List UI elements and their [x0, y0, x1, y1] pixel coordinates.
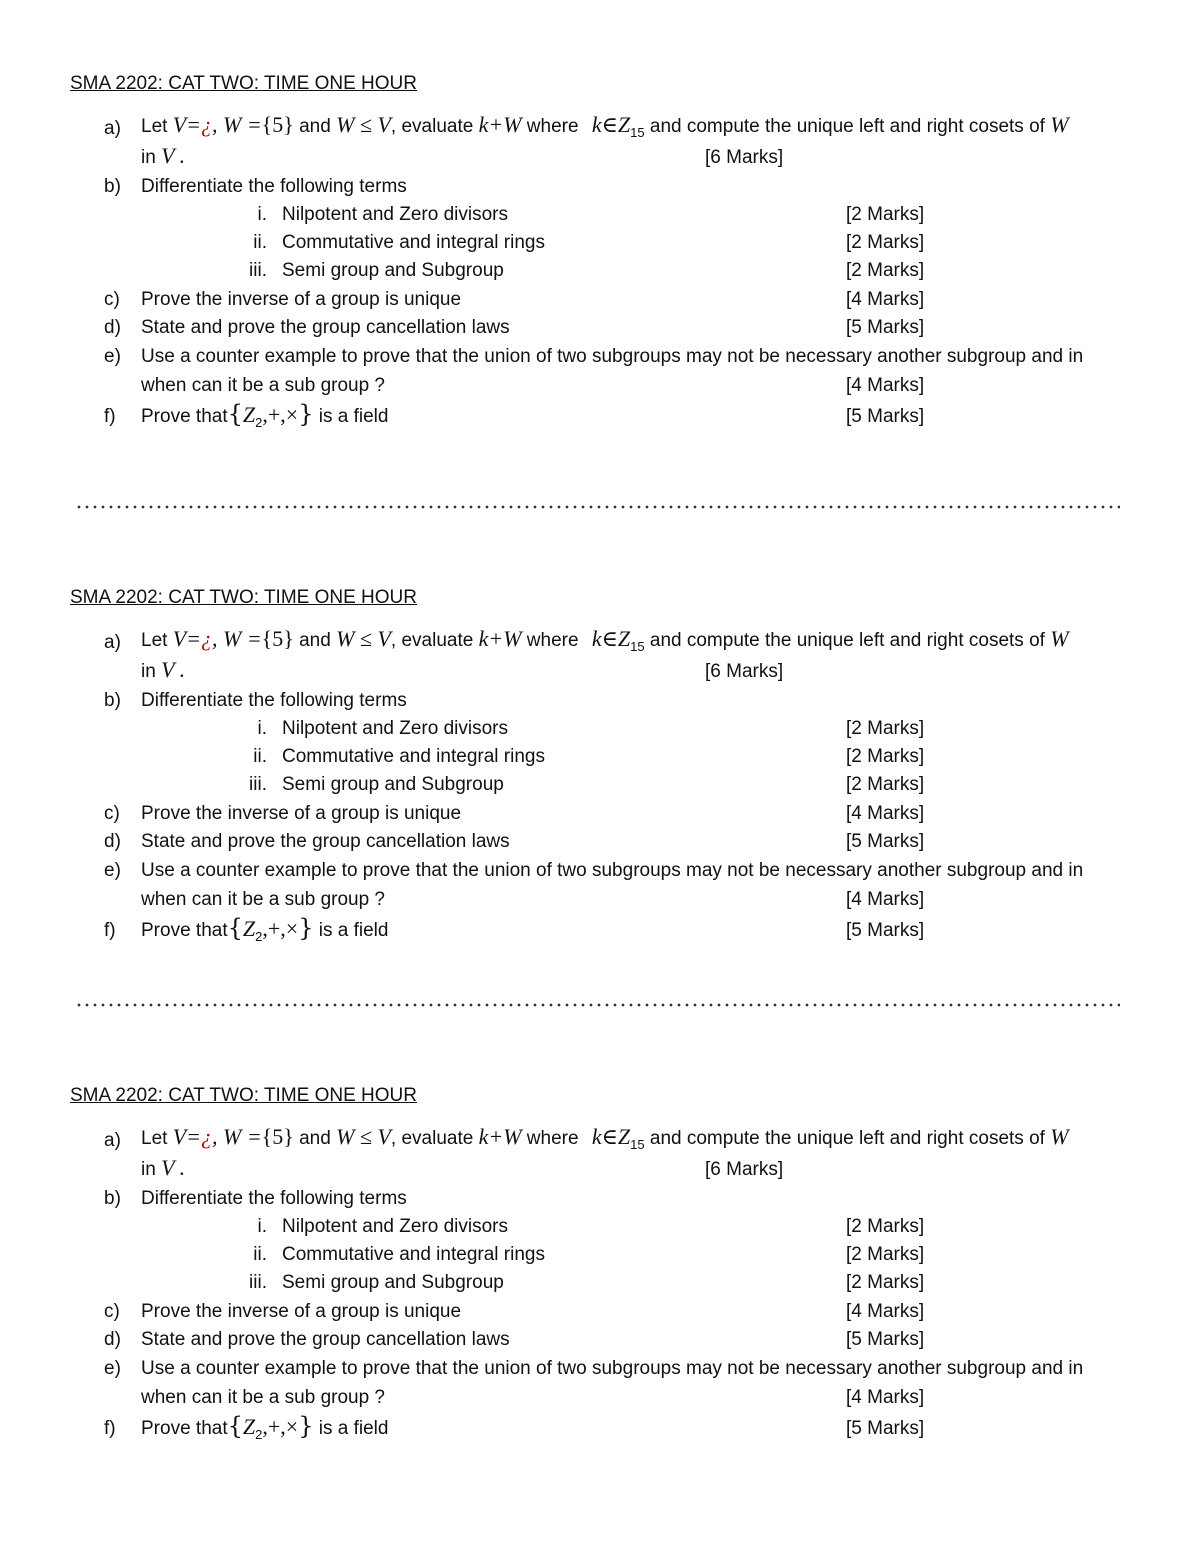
- subquestion-label: ii.: [253, 232, 267, 253]
- question-f-text: [141, 916, 388, 949]
- math-z: Z: [242, 402, 256, 427]
- subquestion-label: i.: [257, 718, 267, 739]
- exam-title: SMA 2202: CAT TWO: TIME ONE HOUR: [70, 1085, 418, 1106]
- marks-label: [4 Marks]: [846, 289, 925, 310]
- question-label: f): [104, 406, 116, 427]
- question-a-text: [141, 1125, 1069, 1157]
- subquestion-label: iii.: [249, 1272, 267, 1293]
- subquestion-text: Commutative and integral rings: [282, 1244, 545, 1265]
- question-f-text: [141, 402, 388, 435]
- math-open-brace: {: [227, 400, 243, 428]
- math-w-leq-v: W ≤ V: [336, 1124, 391, 1149]
- question-text: Differentiate the following terms: [141, 176, 407, 197]
- marks-label: [2 Marks]: [846, 1272, 925, 1293]
- question-text: Prove the inverse of a group is unique: [141, 289, 462, 310]
- question-label: c): [104, 803, 120, 824]
- text-run: is a field: [313, 1418, 389, 1439]
- math-w-leq-v: W ≤ V: [336, 626, 391, 651]
- subquestion-label: iii.: [249, 260, 267, 281]
- question-text: State and prove the group cancellation laws: [141, 831, 510, 852]
- math-red-glyph: ¿: [201, 626, 212, 651]
- math-red-glyph: ¿: [201, 1124, 212, 1149]
- exam-title: SMA 2202: CAT TWO: TIME ONE HOUR: [70, 587, 418, 608]
- subquestion-label: ii.: [253, 746, 267, 767]
- text-run: and compute the unique left and right cosets of: [644, 630, 1051, 651]
- subquestion-label: ii.: [253, 1244, 267, 1265]
- question-label: f): [104, 1418, 116, 1439]
- subquestion-label: iii.: [249, 774, 267, 795]
- text-run: Prove that: [141, 1418, 228, 1439]
- math-subscript: 15: [630, 1136, 645, 1152]
- question-label: b): [104, 1188, 121, 1209]
- math-ops: ,+,×: [262, 916, 299, 941]
- question-text: Use a counter example to prove that the union of two subgroups may not be necessary another subgroup and in: [141, 1358, 1084, 1379]
- marks-label: [2 Marks]: [846, 1216, 925, 1237]
- text-run: where: [521, 116, 584, 137]
- math-ops: ,+,×: [262, 402, 299, 427]
- subquestion-label: i.: [257, 204, 267, 225]
- marks-label: [5 Marks]: [846, 831, 925, 852]
- question-label: a): [104, 1130, 121, 1151]
- exam-block: [0, 586, 1200, 966]
- text-run: in: [141, 661, 162, 682]
- text-run: and: [293, 116, 337, 137]
- math-close-brace: }: [298, 1412, 314, 1440]
- marks-label: [4 Marks]: [846, 803, 925, 824]
- question-text: Use a counter example to prove that the union of two subgroups may not be necessary another subgroup and in: [141, 346, 1084, 367]
- math-open-brace: {: [227, 914, 243, 942]
- text-run: and compute the unique left and right cosets of: [644, 116, 1051, 137]
- math-subscript: 15: [630, 124, 645, 140]
- exam-block: [0, 72, 1200, 452]
- text-run: Let: [141, 630, 173, 651]
- math-k-in-z: k∈Z: [591, 626, 631, 651]
- math-set-five: {5}: [261, 1124, 294, 1149]
- math-open-brace: {: [227, 1412, 243, 1440]
- question-label: a): [104, 118, 121, 139]
- question-text: Prove the inverse of a group is unique: [141, 1301, 462, 1322]
- question-a-text: [141, 113, 1069, 145]
- marks-label: [5 Marks]: [846, 1329, 925, 1350]
- question-label: d): [104, 831, 121, 852]
- exam-title: SMA 2202: CAT TWO: TIME ONE HOUR: [70, 73, 418, 94]
- text-run: Prove that: [141, 406, 228, 427]
- subquestion-text: Nilpotent and Zero divisors: [282, 1216, 508, 1237]
- math-v-eq: V=: [172, 626, 201, 651]
- question-text: State and prove the group cancellation laws: [141, 317, 510, 338]
- marks-label: [2 Marks]: [846, 746, 925, 767]
- text-run: in: [141, 147, 162, 168]
- math-subscript: 15: [630, 638, 645, 654]
- question-label: f): [104, 920, 116, 941]
- text-run: and compute the unique left and right cosets of: [644, 1128, 1051, 1149]
- subquestion-text: Semi group and Subgroup: [282, 774, 504, 795]
- dotted-separator: [75, 505, 1120, 509]
- question-label: c): [104, 289, 120, 310]
- question-text-line2: when can it be a sub group ?: [141, 1387, 386, 1408]
- subquestion-text: Commutative and integral rings: [282, 232, 545, 253]
- question-label: e): [104, 1358, 121, 1379]
- math-w: W: [1050, 1124, 1069, 1149]
- text-run: Prove that: [141, 920, 228, 941]
- math-subscript: 2: [255, 928, 263, 944]
- question-a-line2: [141, 144, 185, 170]
- text-run: is a field: [313, 920, 389, 941]
- question-label: c): [104, 1301, 120, 1322]
- marks-label: [2 Marks]: [846, 260, 925, 281]
- question-a-line2: [141, 1156, 185, 1182]
- text-run: and: [293, 1128, 337, 1149]
- question-text-line2: when can it be a sub group ?: [141, 889, 386, 910]
- math-v: V .: [161, 657, 186, 682]
- marks-label: [2 Marks]: [846, 232, 925, 253]
- marks-label: [4 Marks]: [846, 889, 925, 910]
- marks-label: [4 Marks]: [846, 1387, 925, 1408]
- math-v-eq: V=: [172, 1124, 201, 1149]
- text-run: is a field: [313, 406, 389, 427]
- text-run: Let: [141, 1128, 173, 1149]
- math-w-eq: , W =: [212, 626, 262, 651]
- question-a-line2: [141, 658, 185, 684]
- subquestion-text: Semi group and Subgroup: [282, 1272, 504, 1293]
- question-label: e): [104, 346, 121, 367]
- marks-label: [6 Marks]: [705, 147, 784, 168]
- math-w-eq: , W =: [212, 112, 262, 137]
- math-v-eq: V=: [172, 112, 201, 137]
- math-w: W: [1050, 112, 1069, 137]
- question-label: a): [104, 632, 121, 653]
- math-z: Z: [242, 916, 256, 941]
- marks-label: [5 Marks]: [846, 406, 925, 427]
- question-label: e): [104, 860, 121, 881]
- math-subscript: 2: [255, 1426, 263, 1442]
- question-f-text: [141, 1414, 388, 1447]
- math-v: V .: [161, 143, 186, 168]
- question-text-line2: when can it be a sub group ?: [141, 375, 386, 396]
- math-w-leq-v: W ≤ V: [336, 112, 391, 137]
- math-ops: ,+,×: [262, 1414, 299, 1439]
- text-run: in: [141, 1159, 162, 1180]
- text-run: , evaluate: [390, 116, 479, 137]
- marks-label: [4 Marks]: [846, 375, 925, 396]
- text-run: , evaluate: [390, 1128, 479, 1149]
- math-close-brace: }: [298, 914, 314, 942]
- marks-label: [2 Marks]: [846, 774, 925, 795]
- subquestion-text: Nilpotent and Zero divisors: [282, 718, 508, 739]
- math-z: Z: [242, 1414, 256, 1439]
- text-run: where: [521, 1128, 584, 1149]
- question-text: Differentiate the following terms: [141, 1188, 407, 1209]
- marks-label: [4 Marks]: [846, 1301, 925, 1322]
- marks-label: [5 Marks]: [846, 1418, 925, 1439]
- math-subscript: 2: [255, 414, 263, 430]
- text-run: Let: [141, 116, 173, 137]
- math-k-in-z: k∈Z: [591, 112, 631, 137]
- math-k-plus-w: k+W: [478, 626, 522, 651]
- math-red-glyph: ¿: [201, 112, 212, 137]
- question-label: d): [104, 317, 121, 338]
- math-w-eq: , W =: [212, 1124, 262, 1149]
- question-label: d): [104, 1329, 121, 1350]
- math-set-five: {5}: [261, 626, 294, 651]
- marks-label: [2 Marks]: [846, 204, 925, 225]
- marks-label: [6 Marks]: [705, 1159, 784, 1180]
- marks-label: [5 Marks]: [846, 920, 925, 941]
- question-text: State and prove the group cancellation laws: [141, 1329, 510, 1350]
- subquestion-text: Semi group and Subgroup: [282, 260, 504, 281]
- marks-label: [5 Marks]: [846, 317, 925, 338]
- question-label: b): [104, 176, 121, 197]
- marks-label: [6 Marks]: [705, 661, 784, 682]
- exam-block: [0, 1084, 1200, 1464]
- math-close-brace: }: [298, 400, 314, 428]
- dotted-separator: [75, 1003, 1120, 1007]
- question-text: Prove the inverse of a group is unique: [141, 803, 462, 824]
- question-a-text: [141, 627, 1069, 659]
- text-run: , evaluate: [390, 630, 479, 651]
- question-label: b): [104, 690, 121, 711]
- marks-label: [2 Marks]: [846, 1244, 925, 1265]
- math-set-five: {5}: [261, 112, 294, 137]
- math-w: W: [1050, 626, 1069, 651]
- math-k-plus-w: k+W: [478, 112, 522, 137]
- text-run: where: [521, 630, 584, 651]
- math-k-plus-w: k+W: [478, 1124, 522, 1149]
- text-run: and: [293, 630, 337, 651]
- subquestion-text: Commutative and integral rings: [282, 746, 545, 767]
- math-k-in-z: k∈Z: [591, 1124, 631, 1149]
- math-v: V .: [161, 1155, 186, 1180]
- subquestion-label: i.: [257, 1216, 267, 1237]
- question-text: Differentiate the following terms: [141, 690, 407, 711]
- question-text: Use a counter example to prove that the union of two subgroups may not be necessary another subgroup and in: [141, 860, 1084, 881]
- subquestion-text: Nilpotent and Zero divisors: [282, 204, 508, 225]
- marks-label: [2 Marks]: [846, 718, 925, 739]
